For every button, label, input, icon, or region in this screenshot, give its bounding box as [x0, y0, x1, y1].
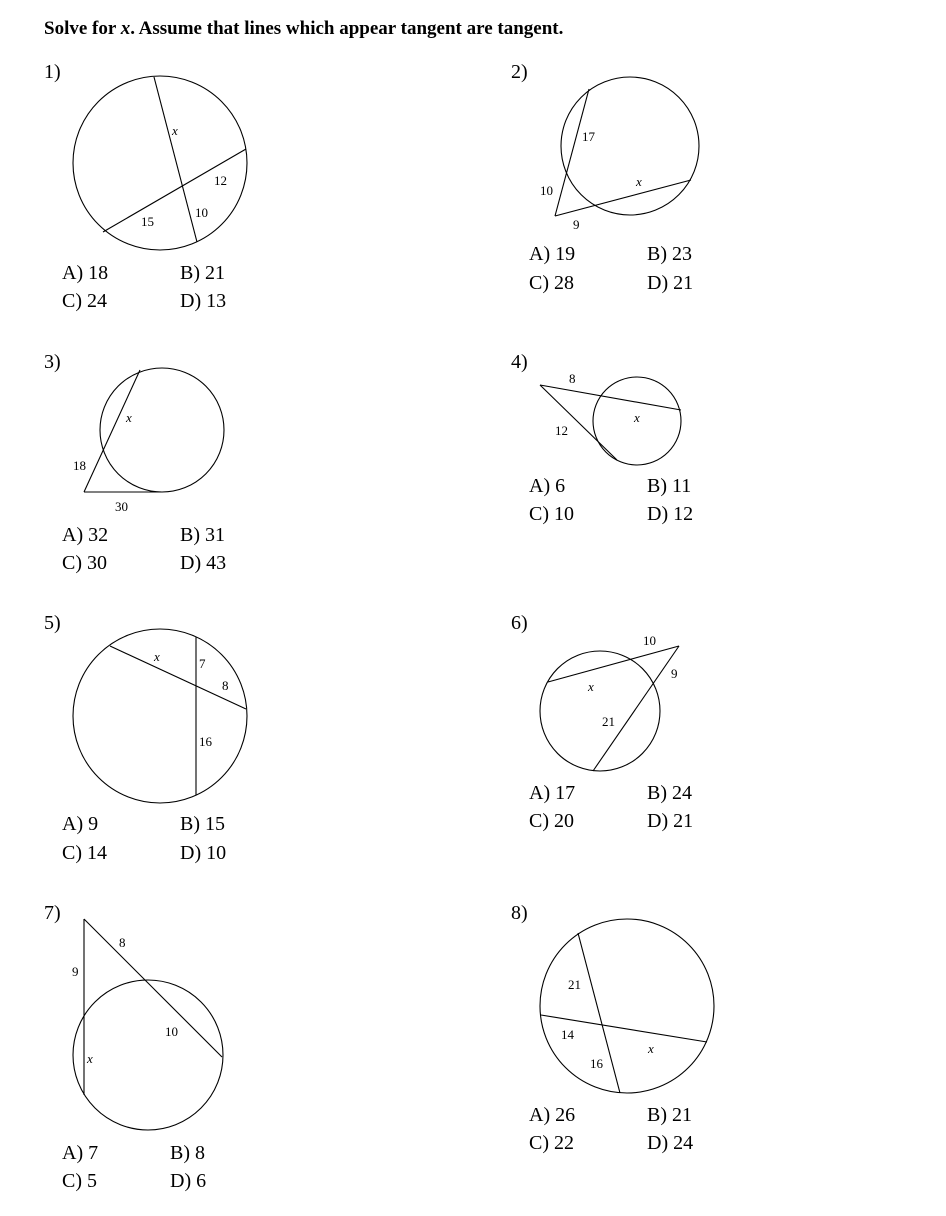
figure-7 — [72, 919, 223, 1130]
problem-number-5: 5) — [44, 612, 61, 634]
choice-5-a[interactable]: A) 9 — [62, 813, 99, 835]
figure-4 — [540, 371, 681, 465]
label-1-12: 12 — [214, 173, 227, 188]
problem-number-2: 2) — [511, 61, 528, 83]
problem-number-8: 8) — [511, 902, 528, 924]
circle-2 — [561, 77, 699, 215]
choice-7-d[interactable]: D) 6 — [170, 1170, 207, 1192]
choice-5-c[interactable]: C) 14 — [62, 842, 107, 864]
label-7-10: 10 — [165, 1024, 178, 1039]
choice-7-c[interactable]: C) 5 — [62, 1170, 97, 1192]
choice-5-b[interactable]: B) 15 — [180, 813, 225, 835]
choice-2-d[interactable]: D) 21 — [647, 272, 694, 294]
figure-2 — [540, 77, 699, 232]
secant-7a — [84, 919, 222, 1057]
secant-3 — [84, 370, 140, 492]
secant-6a — [548, 646, 679, 682]
choice-1-a[interactable]: A) 18 — [62, 262, 109, 284]
label-5-8: 8 — [222, 678, 229, 693]
choice-3-d[interactable]: D) 43 — [180, 552, 227, 574]
circle-3 — [100, 368, 224, 492]
label-6-21: 21 — [602, 714, 615, 729]
figure-1 — [73, 76, 247, 250]
label-4-x: x — [634, 410, 640, 425]
choice-4-b[interactable]: B) 11 — [647, 475, 692, 497]
label-5-16: 16 — [199, 734, 212, 749]
choice-1-d[interactable]: D) 13 — [180, 290, 227, 312]
instructions-text-rest: . Assume that lines which appear tangent are tangent. — [130, 18, 564, 39]
choice-7-a[interactable]: A) 7 — [62, 1142, 99, 1164]
label-5-x: x — [154, 649, 160, 664]
choice-3-c[interactable]: C) 30 — [62, 552, 107, 574]
instructions-text: Solve for — [44, 18, 116, 39]
circle-5 — [73, 629, 247, 803]
choice-4-c[interactable]: C) 10 — [529, 503, 574, 525]
choice-1-b[interactable]: B) 21 — [180, 262, 225, 284]
choice-2-a[interactable]: A) 19 — [529, 243, 576, 265]
choice-6-b[interactable]: B) 24 — [647, 782, 692, 804]
label-6-x: x — [588, 679, 594, 694]
label-4-12: 12 — [555, 423, 568, 438]
label-7-9: 9 — [72, 964, 79, 979]
circle-8 — [540, 919, 714, 1093]
choice-4-a[interactable]: A) 6 — [529, 475, 566, 497]
problem-number-7: 7) — [44, 902, 61, 924]
label-7-8: 8 — [119, 935, 126, 950]
choice-8-a[interactable]: A) 26 — [529, 1104, 576, 1126]
label-3-x: x — [126, 410, 132, 425]
circle-6 — [540, 651, 660, 771]
label-2-9: 9 — [573, 217, 580, 232]
label-1-15: 15 — [141, 214, 154, 229]
problem-number-3: 3) — [44, 351, 61, 373]
label-3-30: 30 — [115, 499, 128, 514]
choice-3-b[interactable]: B) 31 — [180, 524, 225, 546]
secant-2b — [555, 180, 691, 216]
label-2-10: 10 — [540, 183, 553, 198]
choice-6-a[interactable]: A) 17 — [529, 782, 576, 804]
problem-number-4: 4) — [511, 351, 528, 373]
choice-3-a[interactable]: A) 32 — [62, 524, 109, 546]
choice-2-b[interactable]: B) 23 — [647, 243, 692, 265]
choice-5-d[interactable]: D) 10 — [180, 842, 227, 864]
label-7-x: x — [87, 1051, 93, 1066]
circle-7 — [73, 980, 223, 1130]
label-6-10: 10 — [643, 633, 656, 648]
label-8-16: 16 — [590, 1056, 603, 1071]
label-1-x: x — [172, 123, 178, 138]
problem-number-1: 1) — [44, 61, 61, 83]
figure-6 — [540, 633, 679, 771]
problem-number-6: 6) — [511, 612, 528, 634]
choice-8-d[interactable]: D) 24 — [647, 1132, 694, 1154]
choice-6-d[interactable]: D) 21 — [647, 810, 694, 832]
choice-1-c[interactable]: C) 24 — [62, 290, 107, 312]
choice-8-c[interactable]: C) 22 — [529, 1132, 574, 1154]
choice-2-c[interactable]: C) 28 — [529, 272, 574, 294]
label-6-9: 9 — [671, 666, 678, 681]
instructions-variable: x — [120, 18, 131, 39]
label-8-x: x — [648, 1041, 654, 1056]
label-8-14: 14 — [561, 1027, 574, 1042]
figure-5 — [73, 629, 247, 803]
label-8-21: 21 — [568, 977, 581, 992]
chord-1b — [103, 149, 246, 232]
choice-8-b[interactable]: B) 21 — [647, 1104, 692, 1126]
choice-7-b[interactable]: B) 8 — [170, 1142, 205, 1164]
choice-4-d[interactable]: D) 12 — [647, 503, 694, 525]
label-5-7: 7 — [199, 656, 206, 671]
secant-6b — [593, 646, 679, 771]
label-2-17: 17 — [582, 129, 595, 144]
choice-6-c[interactable]: C) 20 — [529, 810, 574, 832]
label-3-18: 18 — [73, 458, 86, 473]
figure-3 — [73, 368, 224, 514]
figure-8 — [540, 919, 714, 1093]
label-2-x: x — [636, 174, 642, 189]
chord-1a — [154, 77, 197, 242]
label-1-10: 10 — [195, 205, 208, 220]
label-4-8: 8 — [569, 371, 576, 386]
